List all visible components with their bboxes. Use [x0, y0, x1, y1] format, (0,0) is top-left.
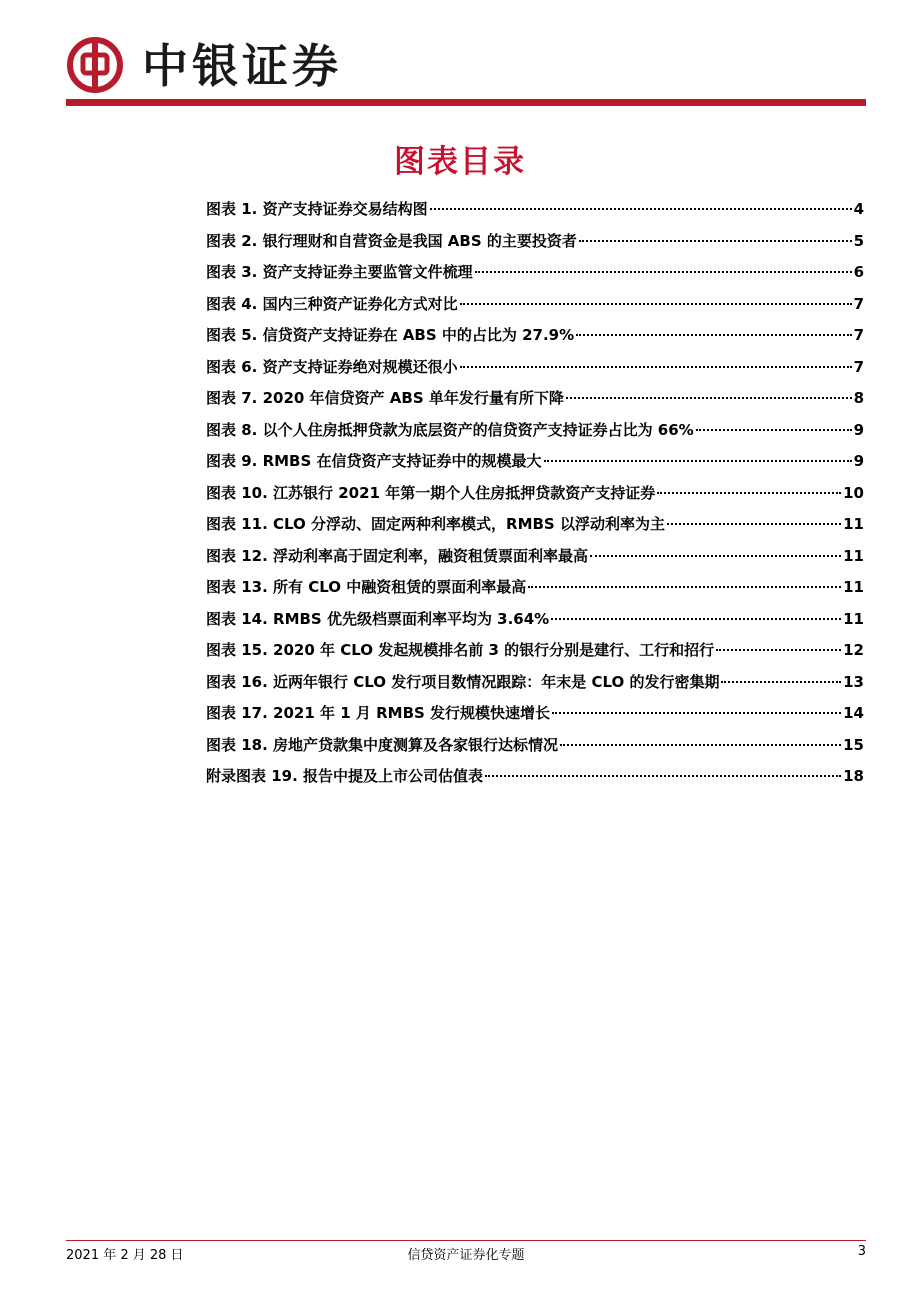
toc-leader-dots: [667, 523, 841, 525]
toc-leader-dots: [551, 618, 841, 620]
toc-entry[interactable]: [206, 195, 864, 227]
toc-leader-dots: [475, 271, 852, 273]
footer-rule: [66, 1240, 866, 1241]
brand-name: 中银证券: [142, 39, 342, 93]
toc-entry-page: 10: [843, 483, 864, 502]
toc-entry-page: 14: [843, 704, 864, 722]
toc-leader-dots: [552, 712, 841, 714]
page-header: [66, 36, 866, 96]
toc-entry[interactable]: [206, 321, 864, 353]
toc-entry[interactable]: [206, 227, 864, 259]
toc-entry-label: 图表 7. 2020 年信贷资产 ABS 单年发行量有所下降: [206, 389, 564, 407]
toc-entry[interactable]: [206, 573, 864, 605]
toc-entry-label: 图表 9. RMBS 在信贷资产支持证券中的规模最大: [206, 452, 542, 470]
toc-leader-dots: [657, 492, 841, 494]
toc-entry-label: 图表 15. 2020 年 CLO 发起规模排名前 3 的银行分别是建行、工行和招行: [206, 641, 715, 659]
bank-of-china-logo-icon: [66, 36, 124, 94]
toc-entry-label: 图表 6. 资产支持证券绝对规模还很小: [206, 357, 458, 376]
toc-entry[interactable]: [206, 542, 864, 574]
toc-entry[interactable]: [206, 668, 864, 700]
toc-entry-page: 4: [853, 200, 864, 218]
toc-entry[interactable]: [206, 699, 864, 731]
toc-entry-label: 图表 8. 以个人住房抵押贷款为底层资产的信贷资产支持证券占比为 66%: [206, 420, 694, 439]
toc-entry-page: 9: [853, 452, 864, 470]
toc-entry-label: 图表 10. 江苏银行 2021 年第一期个人住房抵押贷款资产支持证券: [206, 483, 656, 502]
toc-entry[interactable]: [206, 731, 864, 763]
toc-entry-page: 8: [853, 389, 864, 407]
toc-entry-label: 图表 1. 资产支持证券交易结构图: [206, 200, 428, 218]
toc-entry-label: 附录图表 19. 报告中提及上市公司估值表: [206, 767, 484, 785]
toc-entry[interactable]: [206, 258, 864, 290]
toc-entry-label: 图表 12. 浮动利率高于固定利率，融资租赁票面利率最高: [206, 546, 589, 565]
toc-entry-label: 图表 18. 房地产贷款集中度测算及各家银行达标情况: [206, 735, 559, 754]
toc-leader-dots: [560, 744, 841, 746]
toc-leader-dots: [544, 460, 852, 462]
toc-entry-label: 图表 11. CLO 分浮动、固定两种利率模式，RMBS 以浮动利率为主: [206, 515, 665, 533]
footer-date: 2021 年 2 月 28 日: [66, 1248, 184, 1263]
footer-topic: 信贷资产证券化专题: [407, 1248, 525, 1263]
page-title: 图表目录: [394, 144, 526, 180]
page-footer: [66, 1244, 866, 1266]
toc-leader-dots: [460, 366, 852, 368]
toc-entry-page: 7: [853, 326, 864, 344]
toc-leader-dots: [485, 775, 841, 777]
table-of-figures: [206, 195, 864, 794]
toc-entry-page: 13: [843, 672, 864, 691]
toc-entry[interactable]: [206, 416, 864, 448]
toc-entry[interactable]: [206, 762, 864, 794]
toc-entry-page: 11: [843, 578, 864, 596]
toc-leader-dots: [590, 555, 841, 557]
toc-entry[interactable]: [206, 447, 864, 479]
toc-leader-dots: [528, 586, 841, 588]
toc-leader-dots: [576, 334, 851, 336]
toc-leader-dots: [579, 240, 852, 242]
toc-entry[interactable]: [206, 510, 864, 542]
toc-leader-dots: [460, 303, 852, 305]
footer-page-number: 3: [857, 1244, 866, 1259]
toc-entry-page: 15: [843, 735, 864, 754]
toc-entry-page: 12: [843, 641, 864, 659]
toc-entry-page: 11: [843, 515, 864, 533]
toc-leader-dots: [716, 649, 841, 651]
toc-entry-label: 图表 5. 信贷资产支持证券在 ABS 中的占比为 27.9%: [206, 326, 575, 344]
toc-leader-dots: [696, 429, 852, 431]
header-rule: [66, 99, 866, 106]
toc-entry[interactable]: [206, 384, 864, 416]
toc-entry[interactable]: [206, 636, 864, 668]
toc-entry-page: 11: [843, 546, 864, 565]
toc-entry-label: 图表 16. 近两年银行 CLO 发行项目数情况跟踪：年末是 CLO 的发行密集期: [206, 672, 720, 691]
toc-entry-label: 图表 2. 银行理财和自营资金是我国 ABS 的主要投资者: [206, 231, 577, 250]
toc-entry-page: 11: [843, 609, 864, 628]
toc-entry-label: 图表 13. 所有 CLO 中融资租赁的票面利率最高: [206, 578, 527, 596]
toc-entry-page: 5: [853, 231, 864, 250]
toc-entry-label: 图表 14. RMBS 优先级档票面利率平均为 3.64%: [206, 609, 550, 628]
toc-leader-dots: [430, 208, 852, 210]
toc-entry-page: 7: [853, 357, 864, 376]
toc-leader-dots: [721, 681, 841, 683]
toc-entry-label: 图表 3. 资产支持证券主要监管文件梳理: [206, 263, 473, 281]
toc-leader-dots: [566, 397, 852, 399]
toc-entry[interactable]: [206, 290, 864, 322]
toc-entry-page: 9: [853, 420, 864, 439]
toc-entry-page: 6: [853, 263, 864, 281]
toc-entry-page: 18: [843, 767, 864, 785]
toc-entry-page: 7: [853, 294, 864, 313]
toc-entry[interactable]: [206, 479, 864, 511]
toc-entry-label: 图表 17. 2021 年 1 月 RMBS 发行规模快速增长: [206, 704, 551, 722]
toc-entry[interactable]: [206, 605, 864, 637]
toc-entry-label: 图表 4. 国内三种资产证券化方式对比: [206, 294, 458, 313]
toc-entry[interactable]: [206, 353, 864, 385]
